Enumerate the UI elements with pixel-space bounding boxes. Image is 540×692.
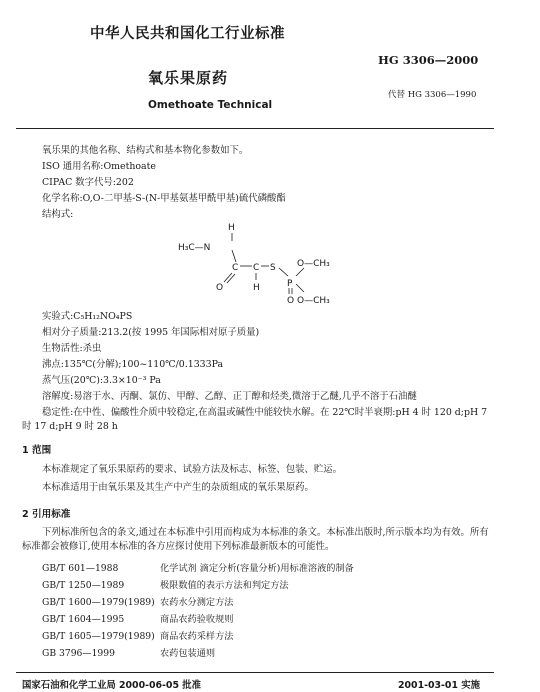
footer-divider: [16, 672, 494, 673]
formula-h3cn: H₃C—N: [178, 243, 211, 253]
boiling-point: 沸点:135℃(分解);100~110℃/0.1333Pa: [42, 359, 224, 370]
bond-p-o-bottom: [296, 284, 304, 292]
reference-item: [42, 611, 234, 625]
reference-title: 商品农药采样方法: [160, 631, 234, 642]
empirical-formula: 实验式:C₅H₁₂NO₄PS: [42, 311, 133, 322]
document-title: 氧乐果原药: [148, 69, 229, 87]
references-intro: 下列标准所包含的条文,通过在本标准中引用而构成为本标准的条文。本标准出版时,所示版本均为有效。所有标准都会被修订,使用本标准的各方应探讨使用下列标准最新版本的可能性。: [22, 527, 489, 552]
formula-s: S: [270, 263, 276, 273]
solubility: 溶解度:易溶于水、丙酮、氯仿、甲醇、乙醇、正丁醇和烃类,微溶于乙醚,几乎不溶于石油醚: [42, 391, 417, 402]
formula-h-top: H: [228, 223, 235, 233]
bond-n-c: [232, 250, 236, 262]
reference-item: [42, 645, 215, 659]
reference-title: 农药水分测定方法: [160, 597, 234, 608]
formula-c2: C: [253, 263, 260, 273]
section-1-title: 1 范围: [22, 445, 52, 456]
reference-code: GB/T 601—1988: [42, 563, 119, 574]
header-divider: [16, 128, 494, 129]
molecular-weight: 相对分子质量:213.2(按 1995 年国际相对原子质量): [42, 327, 260, 338]
reference-title: 商品农药验收规则: [160, 614, 234, 625]
reference-code: GB/T 1604—1995: [42, 614, 125, 625]
formula-c1: C: [232, 263, 239, 273]
reference-code: GB/T 1600—1979(1989): [42, 597, 155, 608]
reference-code: GB/T 1250—1989: [42, 580, 125, 591]
structural-formula: [170, 218, 340, 306]
scope-paragraph-1: 本标准规定了氧乐果原药的要求、试验方法及标志、标签、包装、贮运。: [42, 464, 343, 475]
document-title-english: Omethoate Technical: [148, 99, 273, 111]
reference-item: [42, 560, 354, 574]
standard-code: HG 3306—2000: [378, 53, 479, 67]
reference-title: 极限数值的表示方法和判定方法: [160, 580, 289, 591]
reference-item: [42, 594, 234, 608]
scope-paragraph-2: 本标准适用于由氧乐果及其生产中产生的杂质组成的氧乐果原药。: [42, 482, 314, 493]
bond-p-o-top: [296, 268, 304, 276]
reference-code: GB 3796—1999: [42, 648, 115, 659]
reference-code: GB/T 1605—1979(1989): [42, 631, 155, 642]
iso-name: ISO 通用名称:Omethoate: [42, 161, 156, 172]
approval-note: 国家石油和化学工业局 2000-06-05 批准: [22, 680, 201, 691]
reference-title: 农药包装通则: [160, 648, 216, 659]
biological-activity: 生物活性:杀虫: [42, 343, 102, 354]
bond-c-o-double: [227, 274, 235, 283]
reference-item: [42, 628, 234, 642]
structure-label: 结构式:: [42, 209, 74, 220]
reference-title: 化学试剂 滴定分析(容量分析)用标准溶液的制备: [160, 563, 354, 574]
standard-title: 中华人民共和国化工行业标准: [90, 26, 285, 42]
effective-date: 2001-03-01 实施: [398, 680, 480, 691]
formula-p: P: [287, 279, 293, 289]
formula-o-carbonyl: O: [216, 283, 224, 293]
formula-och3-top: O—CH₃: [297, 259, 330, 269]
vapor-pressure: 蒸气压(20℃):3.3×10⁻³ Pa: [42, 375, 161, 386]
formula-och3-bottom: O—CH₃: [297, 296, 330, 306]
bond-s-p: [279, 268, 288, 276]
replaces-note: 代替 HG 3306—1990: [388, 90, 477, 100]
intro-line: 氧乐果的其他名称、结构式和基本物化参数如下。: [42, 145, 249, 156]
bond-c-o: [224, 273, 232, 282]
reference-item: [42, 577, 289, 591]
cipac-code: CIPAC 数字代号:202: [42, 177, 134, 188]
formula-o-double: O: [287, 296, 295, 306]
chemical-name: 化学名称:O,O-二甲基-S-(N-甲基氨基甲酰甲基)硫代磷酸酯: [42, 193, 286, 204]
formula-h-bottom: H: [253, 283, 260, 293]
section-2-title: 2 引用标准: [22, 509, 71, 520]
stability: 稳定性:在中性、偏酸性介质中较稳定,在高温或碱性中能较快水解。在 22℃时半衰期:pH 4 时 120 d;pH 7 时 17 d;pH 9 时 28 h: [22, 407, 488, 432]
